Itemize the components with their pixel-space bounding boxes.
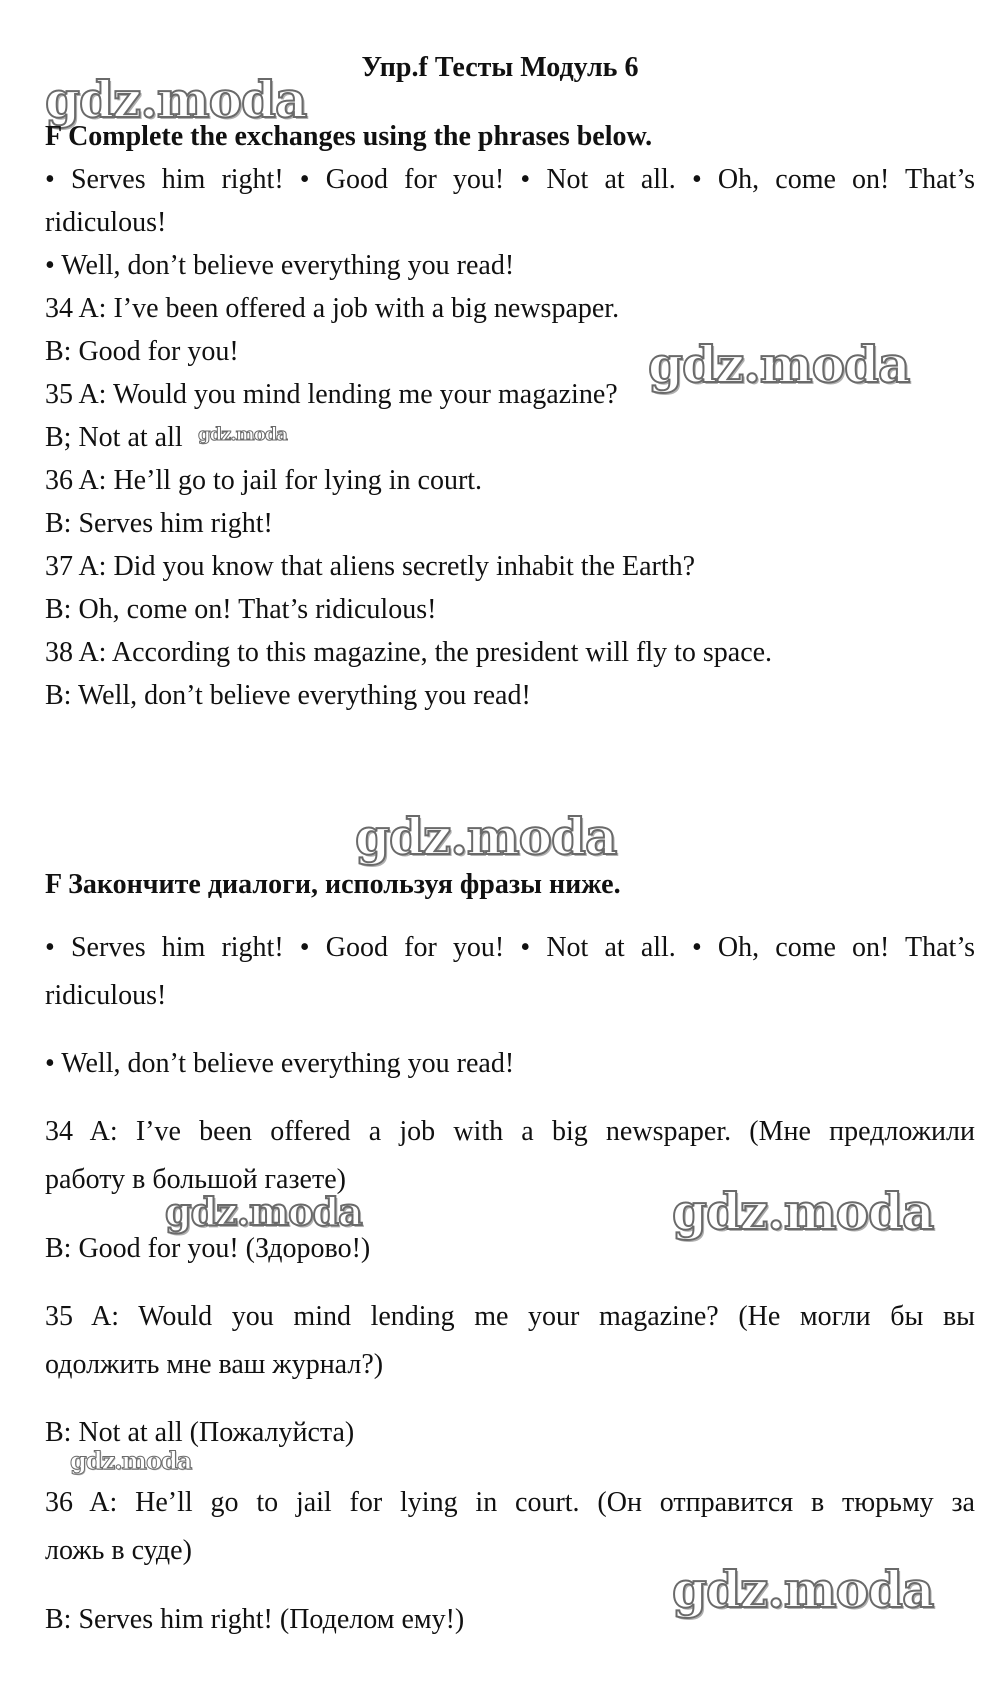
dialogue-line: 36 A: He’ll go to jail for lying in court. [45,465,483,496]
watermark-logo: gdz.moda [355,807,617,866]
dialogue-line: 37 A: Did you know that aliens secretly inhabit the Earth? [45,551,696,582]
exercise-heading-en: F Complete the exchanges using the phrases below. [45,121,653,152]
dialogue-line: B: Serves him right! [45,508,273,539]
phrases-line-ru-1: • Serves him right! • Good for you! • Not at all. • Oh, come on! That’s [45,932,975,963]
watermark-logo: gdz.moda [672,1182,934,1241]
dialogue-line: 38 A: According to this magazine, the president will fly to space. [45,637,773,668]
watermark-logo: gdz.moda [198,424,287,445]
dialogue-line: B: Good for you! [45,336,239,367]
dialogue-line: B: Not at all (Пожалуйста) [45,1417,355,1448]
dialogue-line: 36 A: He’ll go to jail for lying in court. (Он отправится в тюрьму за [45,1487,975,1518]
dialogue-line: работу в большой газете) [45,1164,346,1195]
phrases-line-en-1b: ridiculous! [45,207,167,238]
dialogue-line: 35 A: Would you mind lending me your magazine? (Не могли бы вы [45,1301,975,1332]
phrases-line-en-2: • Well, don’t believe everything you read! [45,250,515,281]
exercise-heading-ru: F Закончите диалоги, используя фразы ниже. [45,869,621,900]
dialogue-line: 34 A: I’ve been offered a job with a big newspaper. [45,293,620,324]
watermark-logo: gdz.moda [165,1189,362,1234]
phrases-line-ru-2: • Well, don’t believe everything you read! [45,1048,515,1079]
watermark-logo: gdz.moda [45,70,307,129]
page-title: Упр.f Тесты Модуль 6 [361,52,639,83]
dialogue-line: B: Oh, come on! That’s ridiculous! [45,594,437,625]
dialogue-line: ложь в суде) [45,1535,192,1566]
dialogue-line: B: Serves him right! (Поделом ему!) [45,1604,465,1635]
watermark-logo: gdz.moda [648,335,910,394]
dialogue-line: B: Good for you! (Здорово!) [45,1233,371,1264]
phrases-line-ru-1b: ridiculous! [45,980,167,1011]
dialogue-line: 34 A: I’ve been offered a job with a big newspaper. (Мне предложили [45,1116,975,1147]
dialogue-line: B: Well, don’t believe everything you read! [45,680,531,711]
watermark-logo: gdz.moda [672,1560,934,1619]
phrases-line-en-1: • Serves him right! • Good for you! • Not at all. • Oh, come on! That’s [45,164,975,195]
dialogue-line: B; Not at all [45,422,183,453]
dialogue-line: 35 A: Would you mind lending me your magazine? [45,379,618,410]
dialogue-line: одолжить мне ваш журнал?) [45,1349,384,1380]
watermark-logo: gdz.moda [70,1446,192,1475]
